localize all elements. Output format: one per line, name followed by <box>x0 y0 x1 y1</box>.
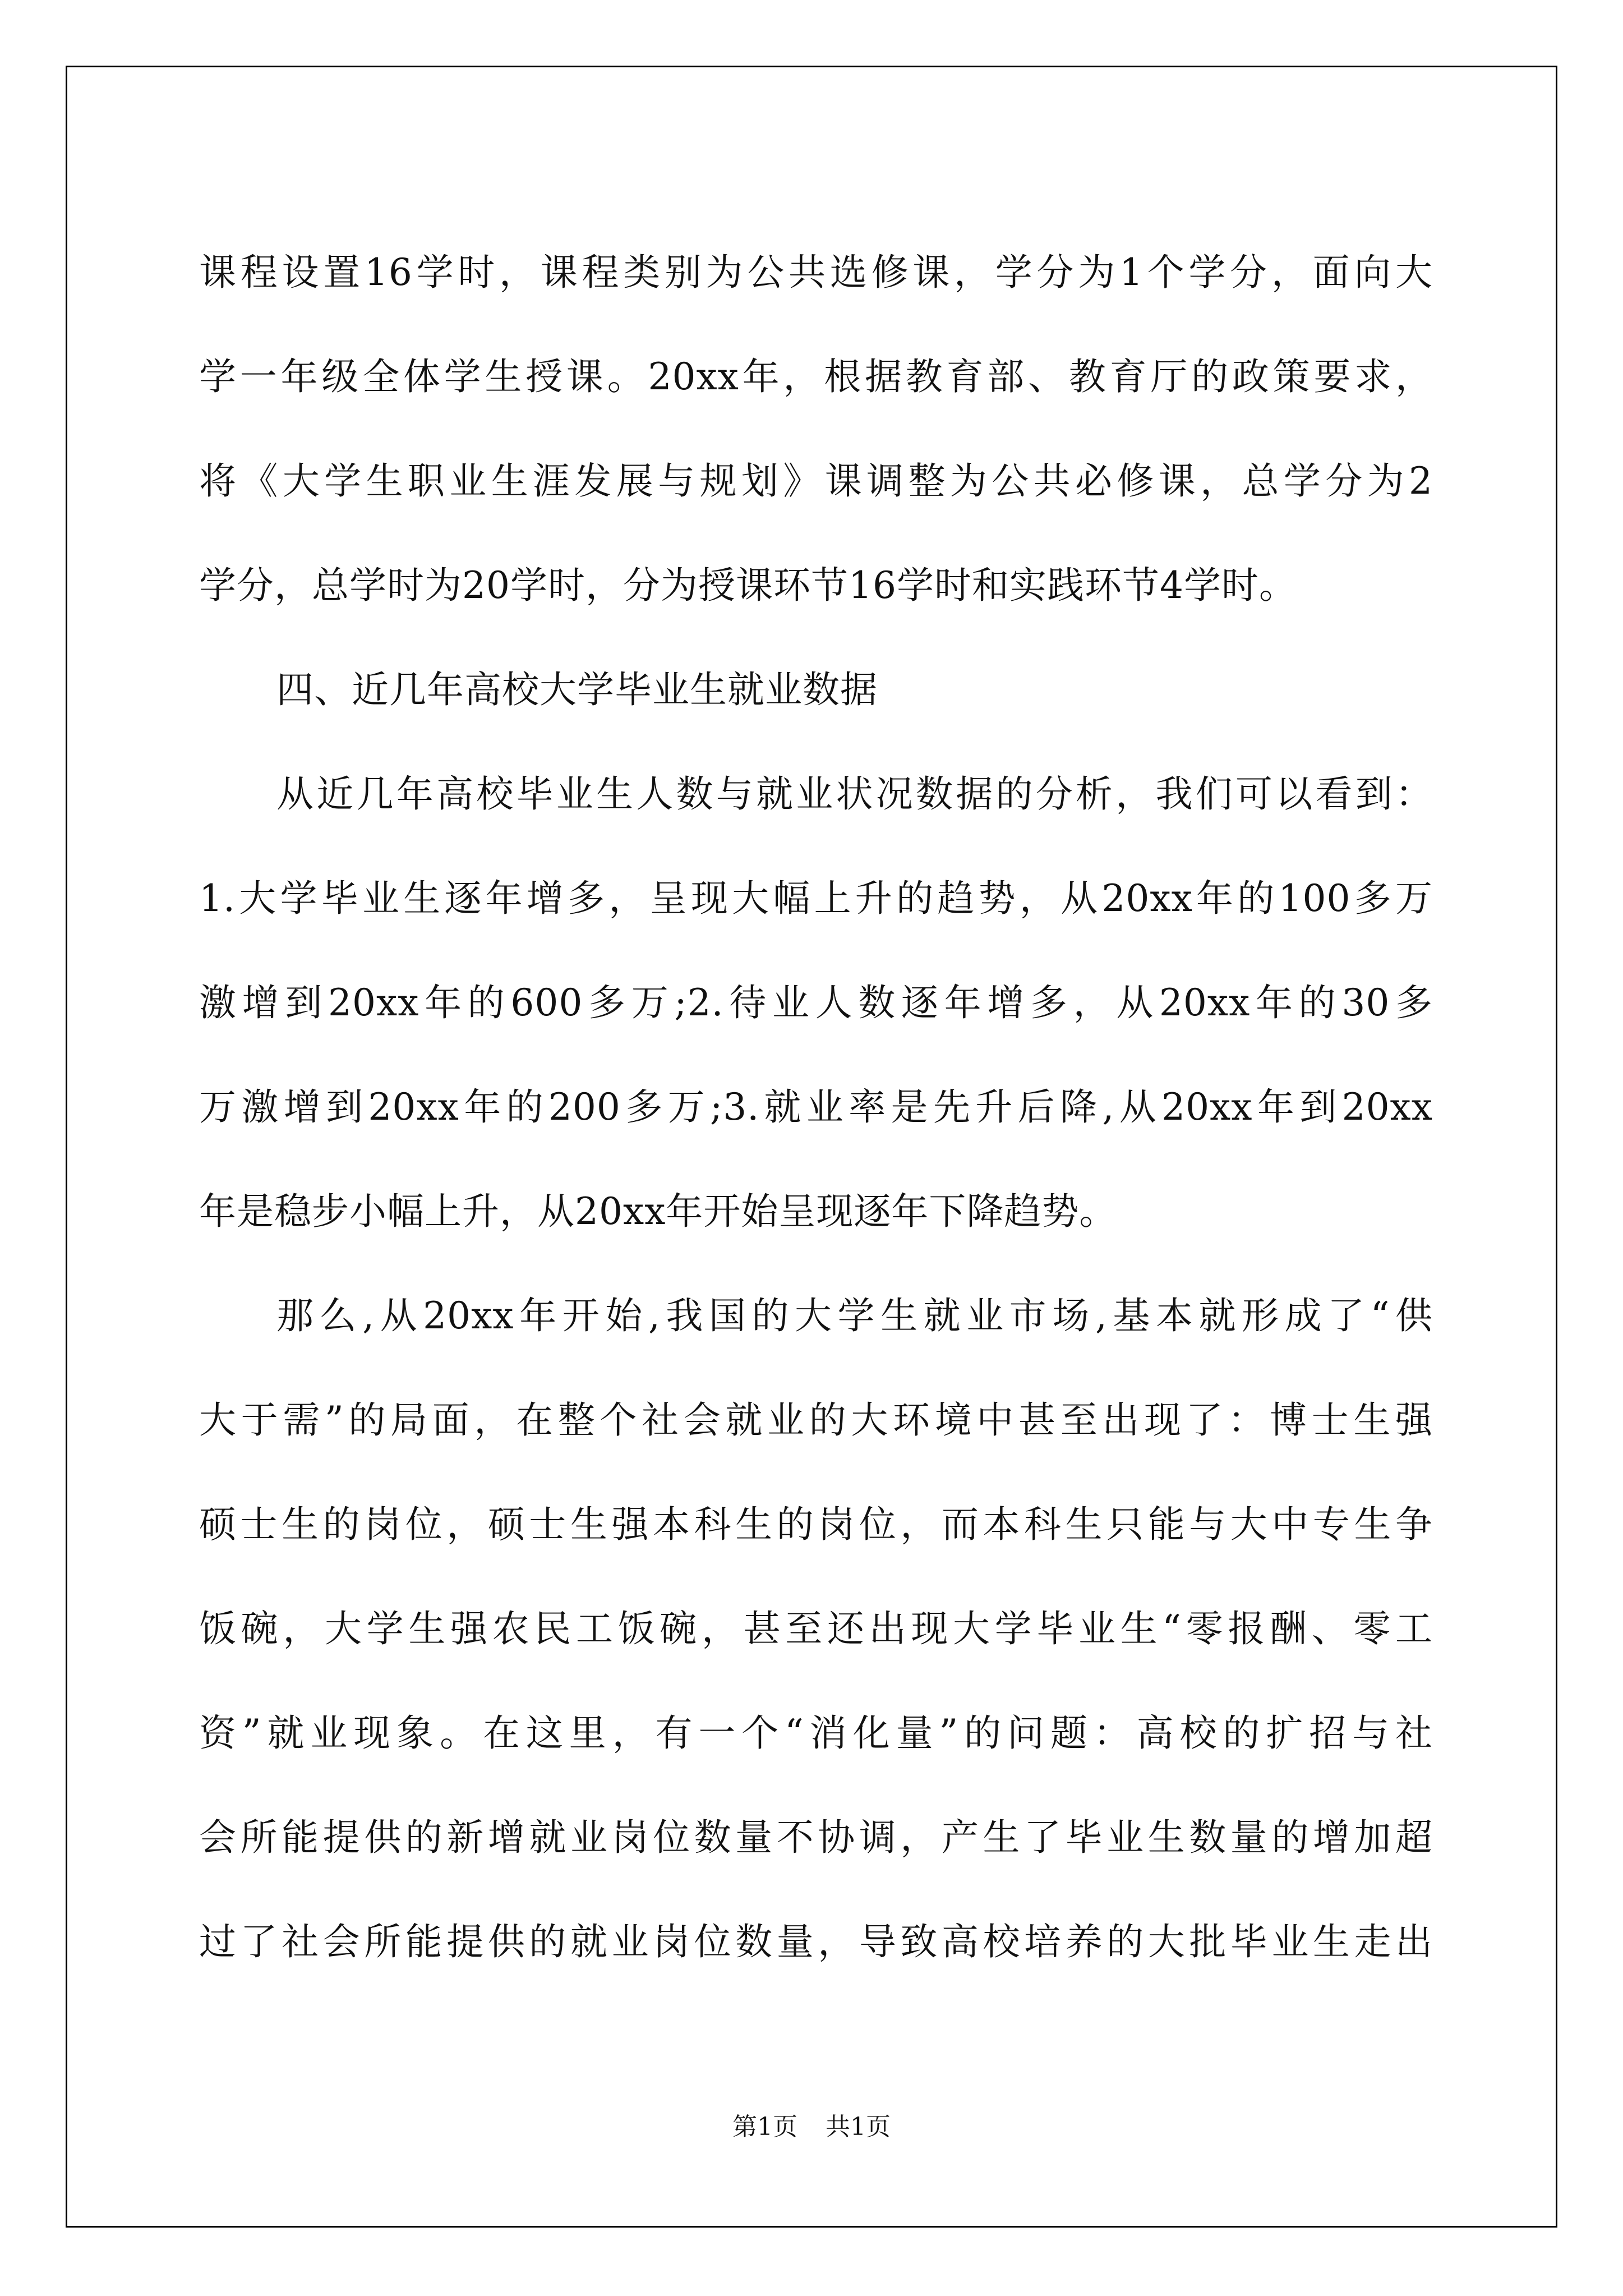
body-line: 激增到20xx年的600多万;2.待业人数逐年增多，从20xx年的30多 <box>199 981 1433 1024</box>
document-body <box>199 220 1433 1994</box>
body-line: 过了社会所能提供的就业岗位数量，导致高校培养的大批毕业生走出 <box>199 1920 1433 1963</box>
section-heading: 四、近几年高校大学毕业生就业数据 <box>276 668 878 711</box>
body-line: 将《大学生职业生涯发展与规划》课调整为公共必修课，总学分为2 <box>199 459 1433 503</box>
body-line: 从近几年高校毕业生人数与就业状况数据的分析，我们可以看到： <box>276 772 1433 816</box>
body-line: 饭碗，大学生强农民工饭碗，甚至还出现大学毕业生“零报酬、零工 <box>199 1607 1433 1650</box>
page-footer <box>0 2110 1623 2144</box>
body-line: 1.大学毕业生逐年增多，呈现大幅上升的趋势，从20xx年的100多万 <box>199 877 1433 920</box>
page-total: 共1页 <box>826 2113 891 2141</box>
body-line: 万激增到20xx年的200多万;3.就业率是先升后降,从20xx年到20xx <box>199 1085 1433 1129</box>
body-line: 硕士生的岗位，硕士生强本科生的岗位，而本科生只能与大中专生争 <box>199 1503 1433 1546</box>
body-line: 会所能提供的新增就业岗位数量不协调，产生了毕业生数量的增加超 <box>199 1816 1433 1859</box>
body-line: 学分，总学时为20学时，分为授课环节16学时和实践环节4学时。 <box>199 564 1297 607</box>
page-number: 第1页 <box>732 2113 797 2141</box>
body-line: 大于需”的局面，在整个社会就业的大环境中甚至出现了：博士生强 <box>199 1398 1433 1442</box>
body-line: 课程设置16学时，课程类别为公共选修课，学分为1个学分，面向大 <box>199 251 1433 294</box>
body-line: 那么,从20xx年开始,我国的大学生就业市场,基本就形成了“供 <box>276 1294 1433 1337</box>
body-line: 学一年级全体学生授课。20xx年，根据教育部、教育厅的政策要求， <box>199 355 1433 398</box>
body-line: 年是稳步小幅上升，从20xx年开始呈现逐年下降趋势。 <box>199 1190 1117 1233</box>
body-line: 资”就业现象。在这里，有一个“消化量”的问题：高校的扩招与社 <box>199 1711 1433 1755</box>
